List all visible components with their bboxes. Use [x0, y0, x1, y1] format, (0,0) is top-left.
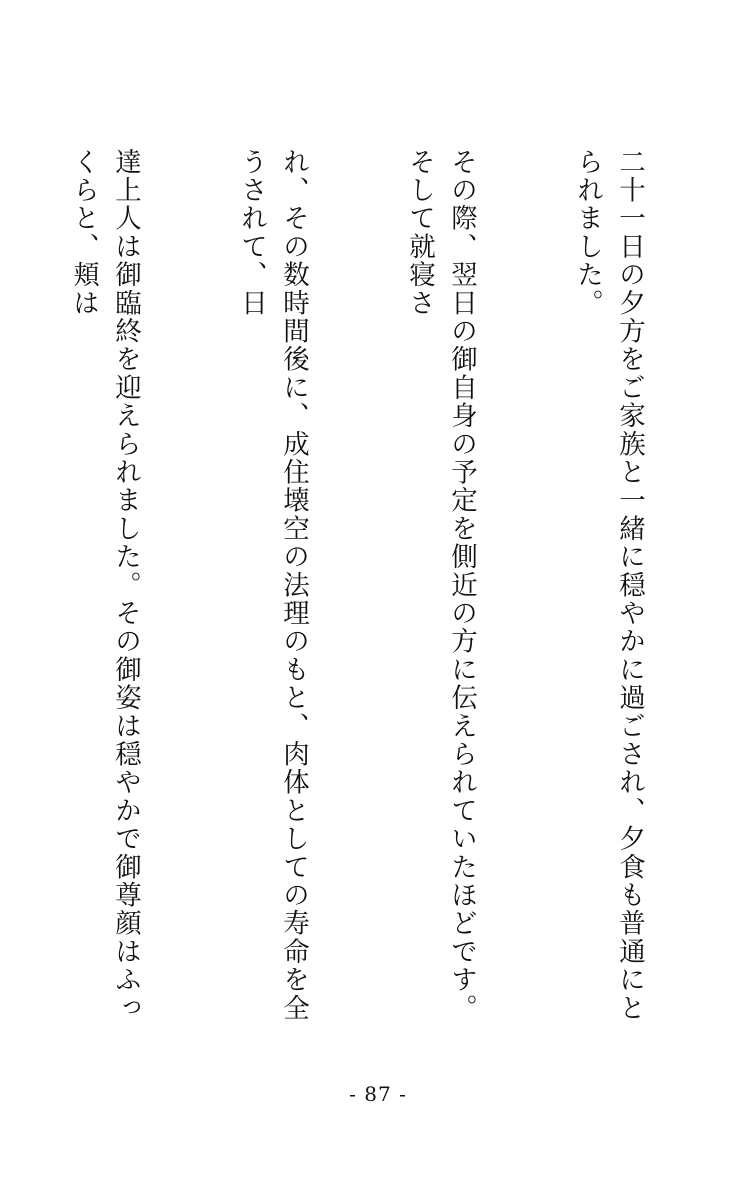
text-line: れ、その数時間後に、成住壊空の法理のもと、肉体としての寿命を全うされて、日 — [236, 148, 309, 1023]
page-number: - 87 - — [349, 1082, 407, 1106]
text-line: 二十一日の夕方をご家族と一緒に穏やかに過ごされ、夕食も普通にとられました。 — [572, 148, 645, 1023]
vertical-text-body — [0, 148, 734, 1048]
text-line: その際、翌日の御自身の予定を側近の方に伝えられていたほどです。そして就寝さ — [404, 148, 477, 1023]
text-line: 達上人は御臨終を迎えられました。その御姿は穏やかで御尊顔はふっくらと、頬は — [68, 148, 141, 1023]
